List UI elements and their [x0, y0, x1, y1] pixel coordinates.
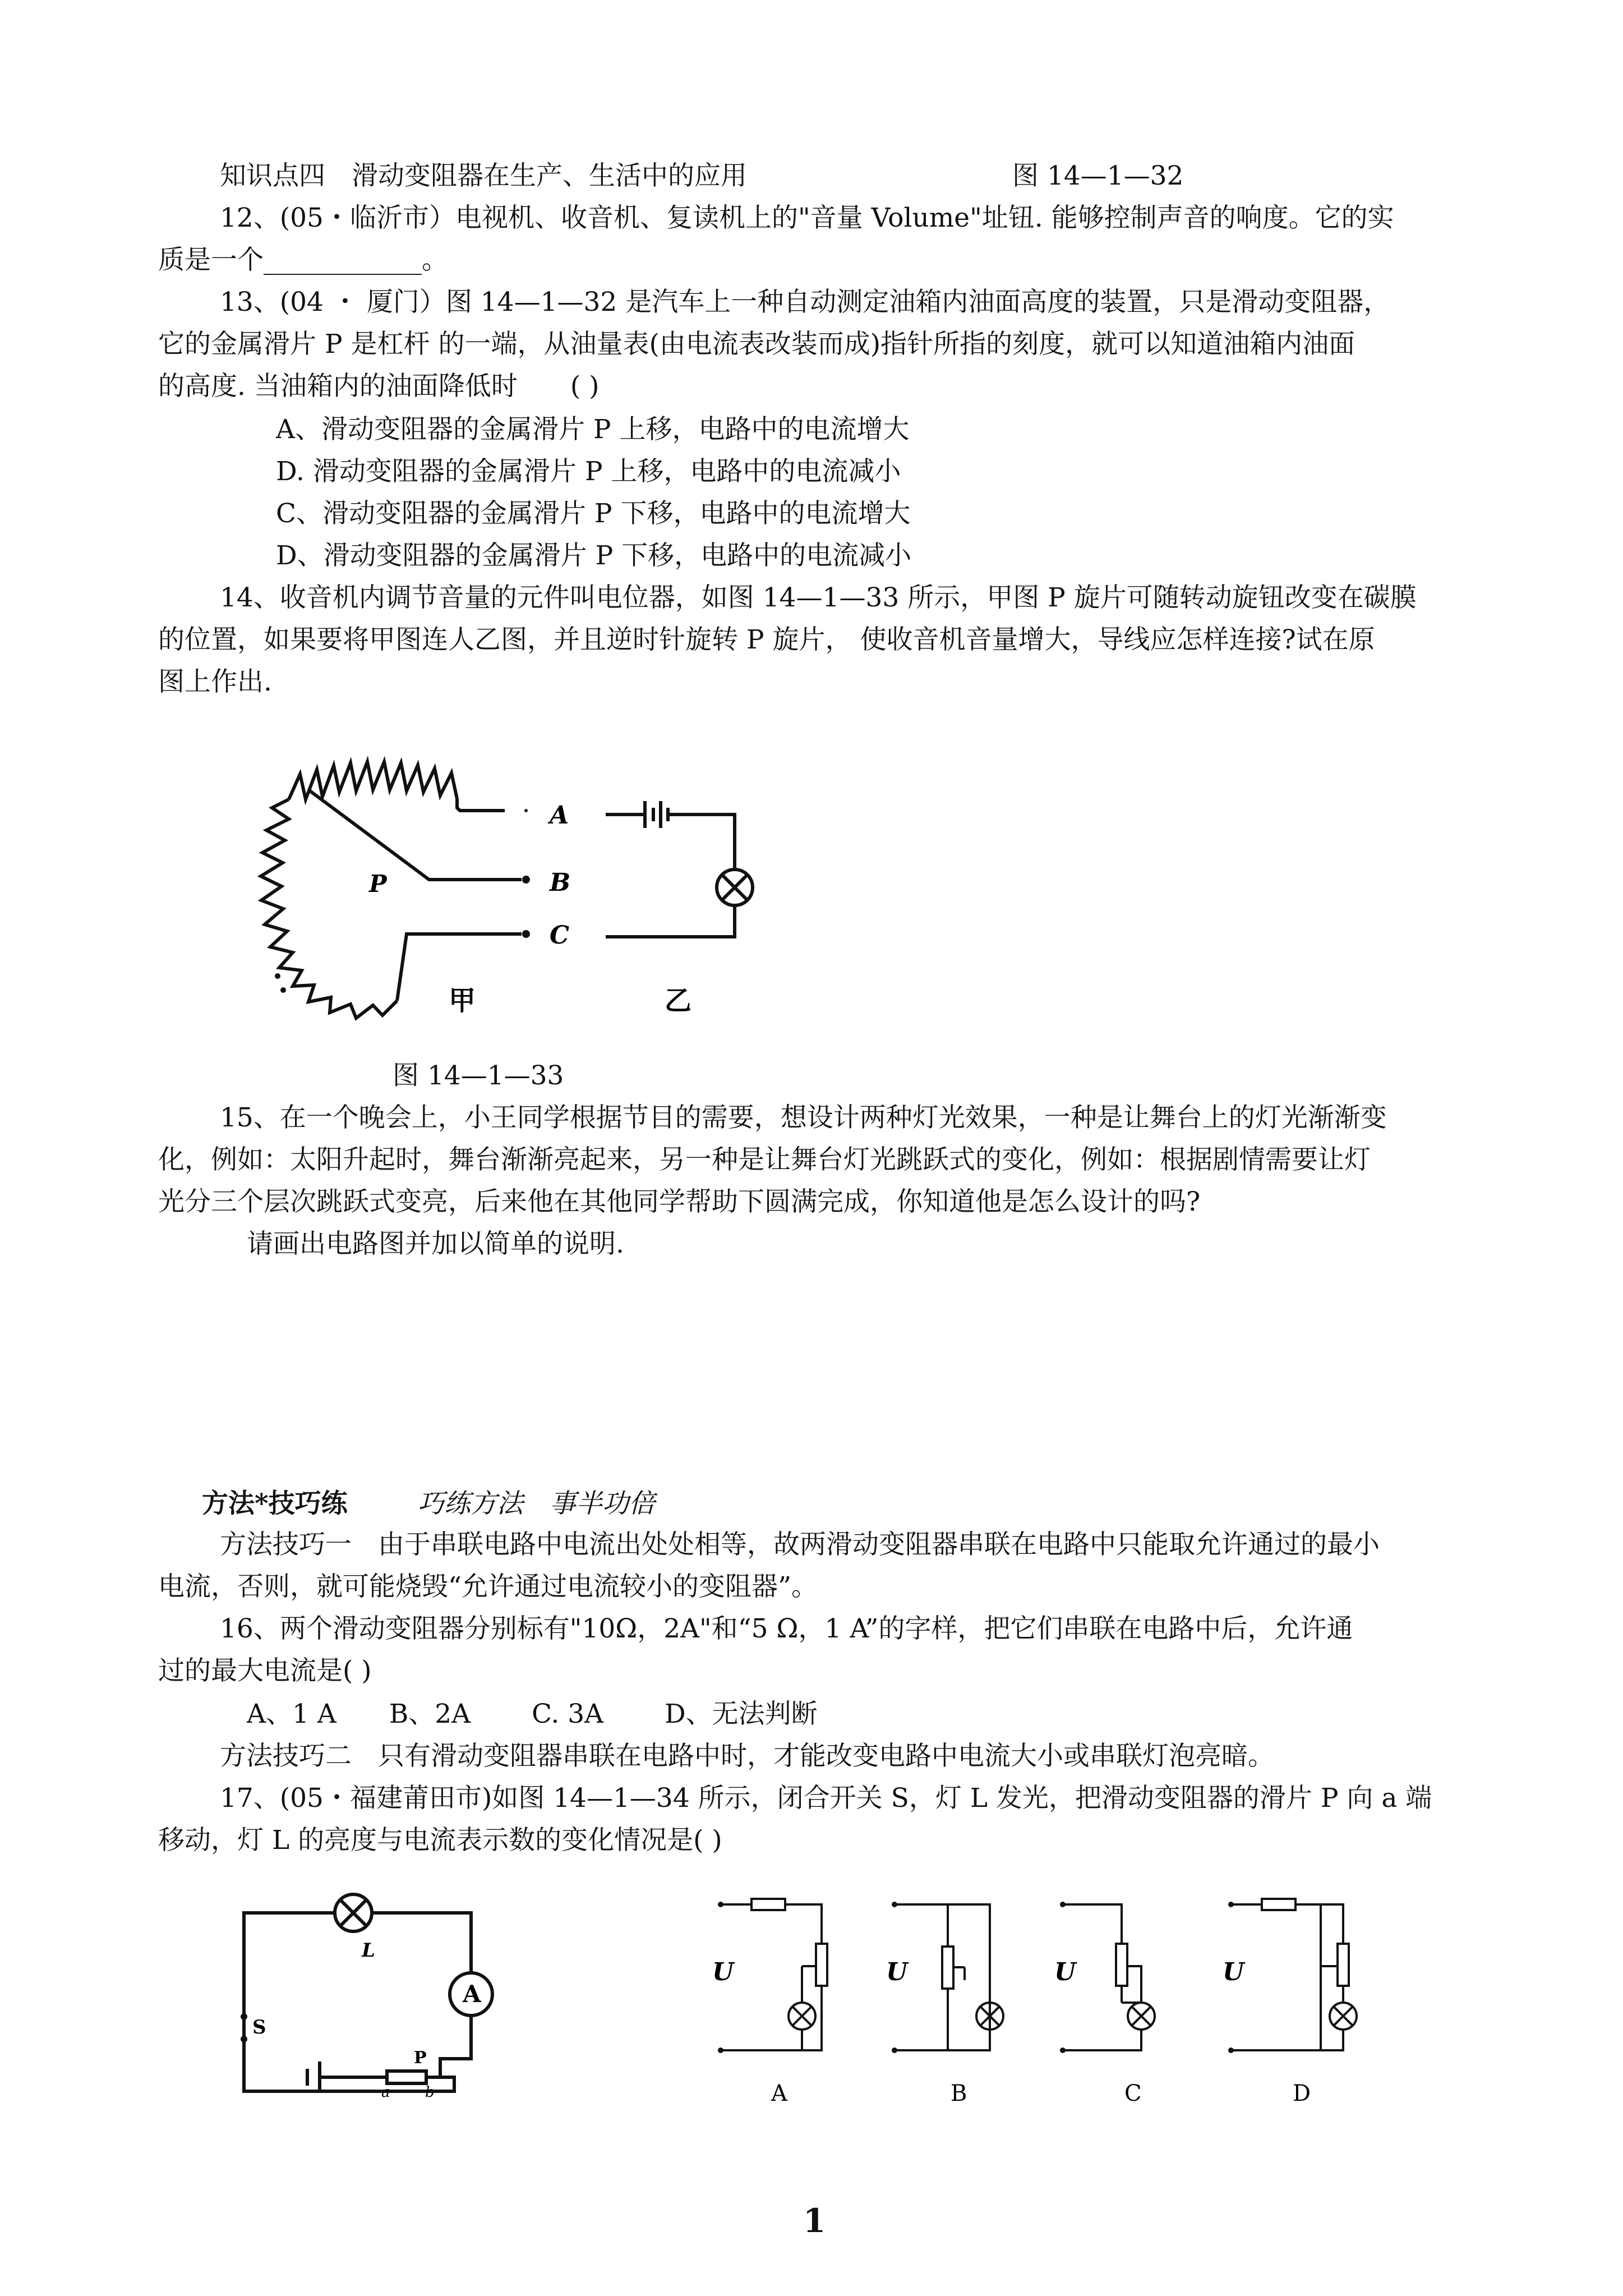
q13-line2: 它的金属滑片 P 是杠杆 的一端，从油量表(由电流表改装而成)指针所指的刻度，就可以知道油箱内油面 [158, 329, 1355, 360]
q15-line1: 15、在一个晚会上，小王同学根据节目的需要，想设计两种灯光效果，一种是让舞台上的灯光渐渐变 [220, 1102, 1387, 1133]
q13-option-b: D. 滑动变阻器的金属滑片 P 上移，电路中的电流减小 [276, 456, 901, 487]
q14-line2: 的位置，如果要将甲图连人乙图，并且逆时针旋转 P 旋片， 使收音机音量增大，导线应怎样连接?试在原 [158, 624, 1375, 655]
label-jia: 甲 [449, 985, 476, 1016]
q13-line1: 13、(04 ・ 厦门）图 14—1—32 是汽车上一种自动测定油箱内油面高度的装置，只是滑动变阻器， [220, 287, 1390, 318]
label-u-b: U [886, 1958, 908, 1986]
q16-line2: 过的最大电流是( ) [158, 1655, 372, 1686]
figure-14-1-34-circuit [236, 1890, 527, 2104]
label-b: B [550, 868, 571, 897]
method-heading: 方法*技巧练 [202, 1488, 348, 1519]
ammeter-label: A [463, 1980, 481, 2008]
option-b-label: B [951, 2081, 967, 2106]
q13-option-c: C、滑动变阻器的金属滑片 P 下移，电路中的电流增大 [276, 498, 911, 529]
terminal-b [522, 876, 530, 884]
option-d-label: D [1293, 2081, 1311, 2106]
lead-a [457, 799, 505, 811]
option-a-circuit [721, 1899, 827, 2050]
method-motto: 巧练方法 事半功倍 [418, 1488, 655, 1519]
label-u-c: U [1054, 1958, 1076, 1986]
label-a-end: a [381, 2084, 390, 2101]
label-l: L [362, 1939, 375, 1962]
figure-14-1-33-caption: 图 14—1—33 [393, 1060, 564, 1091]
q15-line4: 请画出电路图并加以简单的说明. [247, 1228, 624, 1259]
q13-line3: 的高度. 当油箱内的油面降低时 ( ) [158, 371, 600, 402]
q15-line3: 光分三个层次跳跃式变亮，后来他在其他同学帮助下圆满完成，你知道他是怎么设计的吗? [158, 1186, 1201, 1217]
tip1-line2: 电流，否则，就可能烧毁“允许通过电流较小的变阻器”。 [158, 1571, 818, 1602]
option-c-circuit [1063, 1904, 1155, 2050]
label-a: A [550, 801, 569, 830]
label-u-d: U [1223, 1958, 1244, 1986]
option-a-label: A [771, 2081, 787, 2106]
tip2: 方法技巧二 只有滑动变阻器串联在电路中时，才能改变电路中电流大小或串联灯泡亮暗。 [220, 1741, 1274, 1772]
option-d-circuit [1231, 1899, 1357, 2050]
section-title: 知识点四 滑动变阻器在生产、生活中的应用 [220, 160, 747, 191]
q17-line2: 移动，灯 L 的亮度与电流表示数的变化情况是( ) [158, 1825, 722, 1856]
wiper-p [308, 790, 522, 880]
tip1-line1: 方法技巧一 由于串联电路中电流出处处相等，故两滑动变阻器串联在电路中只能取允许通过的最小 [220, 1529, 1380, 1560]
q14-line3: 图上作出. [158, 666, 272, 697]
figure-14-1-34-options [701, 1890, 1430, 2154]
label-b-end: b [425, 2084, 435, 2101]
q12-line1: 12、(05・临沂市）电视机、收音机、复读机上的"音量 Volume"址钮. 能够控制声音的响度。它的实 [220, 203, 1394, 233]
q13-option-a: A、滑动变阻器的金属滑片 P 上移，电路中的电流增大 [276, 414, 910, 445]
label-p: P [414, 2048, 427, 2068]
label-c: C [550, 921, 570, 950]
q13-option-d: D、滑动变阻器的金属滑片 P 下移，电路中的电流减小 [276, 540, 912, 571]
option-c-label: C [1124, 2081, 1142, 2106]
q16-options: A、1 A B、2A C. 3A D、无法判断 [247, 1699, 818, 1729]
q15-line2: 化，例如：太阳升起时，舞台渐渐亮起来，另一种是让舞台灯光跳跃式的变化，例如：根据剧情需要让灯 [158, 1144, 1371, 1175]
option-b-circuit [895, 1904, 1003, 2050]
page-number: 1 [803, 2202, 826, 2240]
figure-14-1-33 [236, 729, 740, 1021]
label-s: S [252, 2016, 266, 2039]
figure-reference: 图 14—1—32 [1012, 160, 1184, 191]
q14-line1: 14、收音机内调节音量的元件叫电位器，如图 14—1—33 所示，甲图 P 旋片可随转动旋钮改变在碳膜 [220, 582, 1417, 613]
label-yi: 乙 [665, 985, 692, 1016]
label-u-a: U [712, 1958, 734, 1986]
label-p: P [369, 870, 387, 898]
q17-line1: 17、(05・福建莆田市)如图 14—1—34 所示，闭合开关 S，灯 L 发光，把滑动变阻器的滑片 P 向 a 端 [220, 1783, 1432, 1814]
terminal-c [522, 930, 530, 938]
q16-line1: 16、两个滑动变阻器分别标有"10Ω，2A"和“5 Ω，1 A”的字样，把它们串联在电路中后，允许通 [220, 1613, 1353, 1644]
q12-line2: 质是一个____________。 [158, 245, 448, 275]
